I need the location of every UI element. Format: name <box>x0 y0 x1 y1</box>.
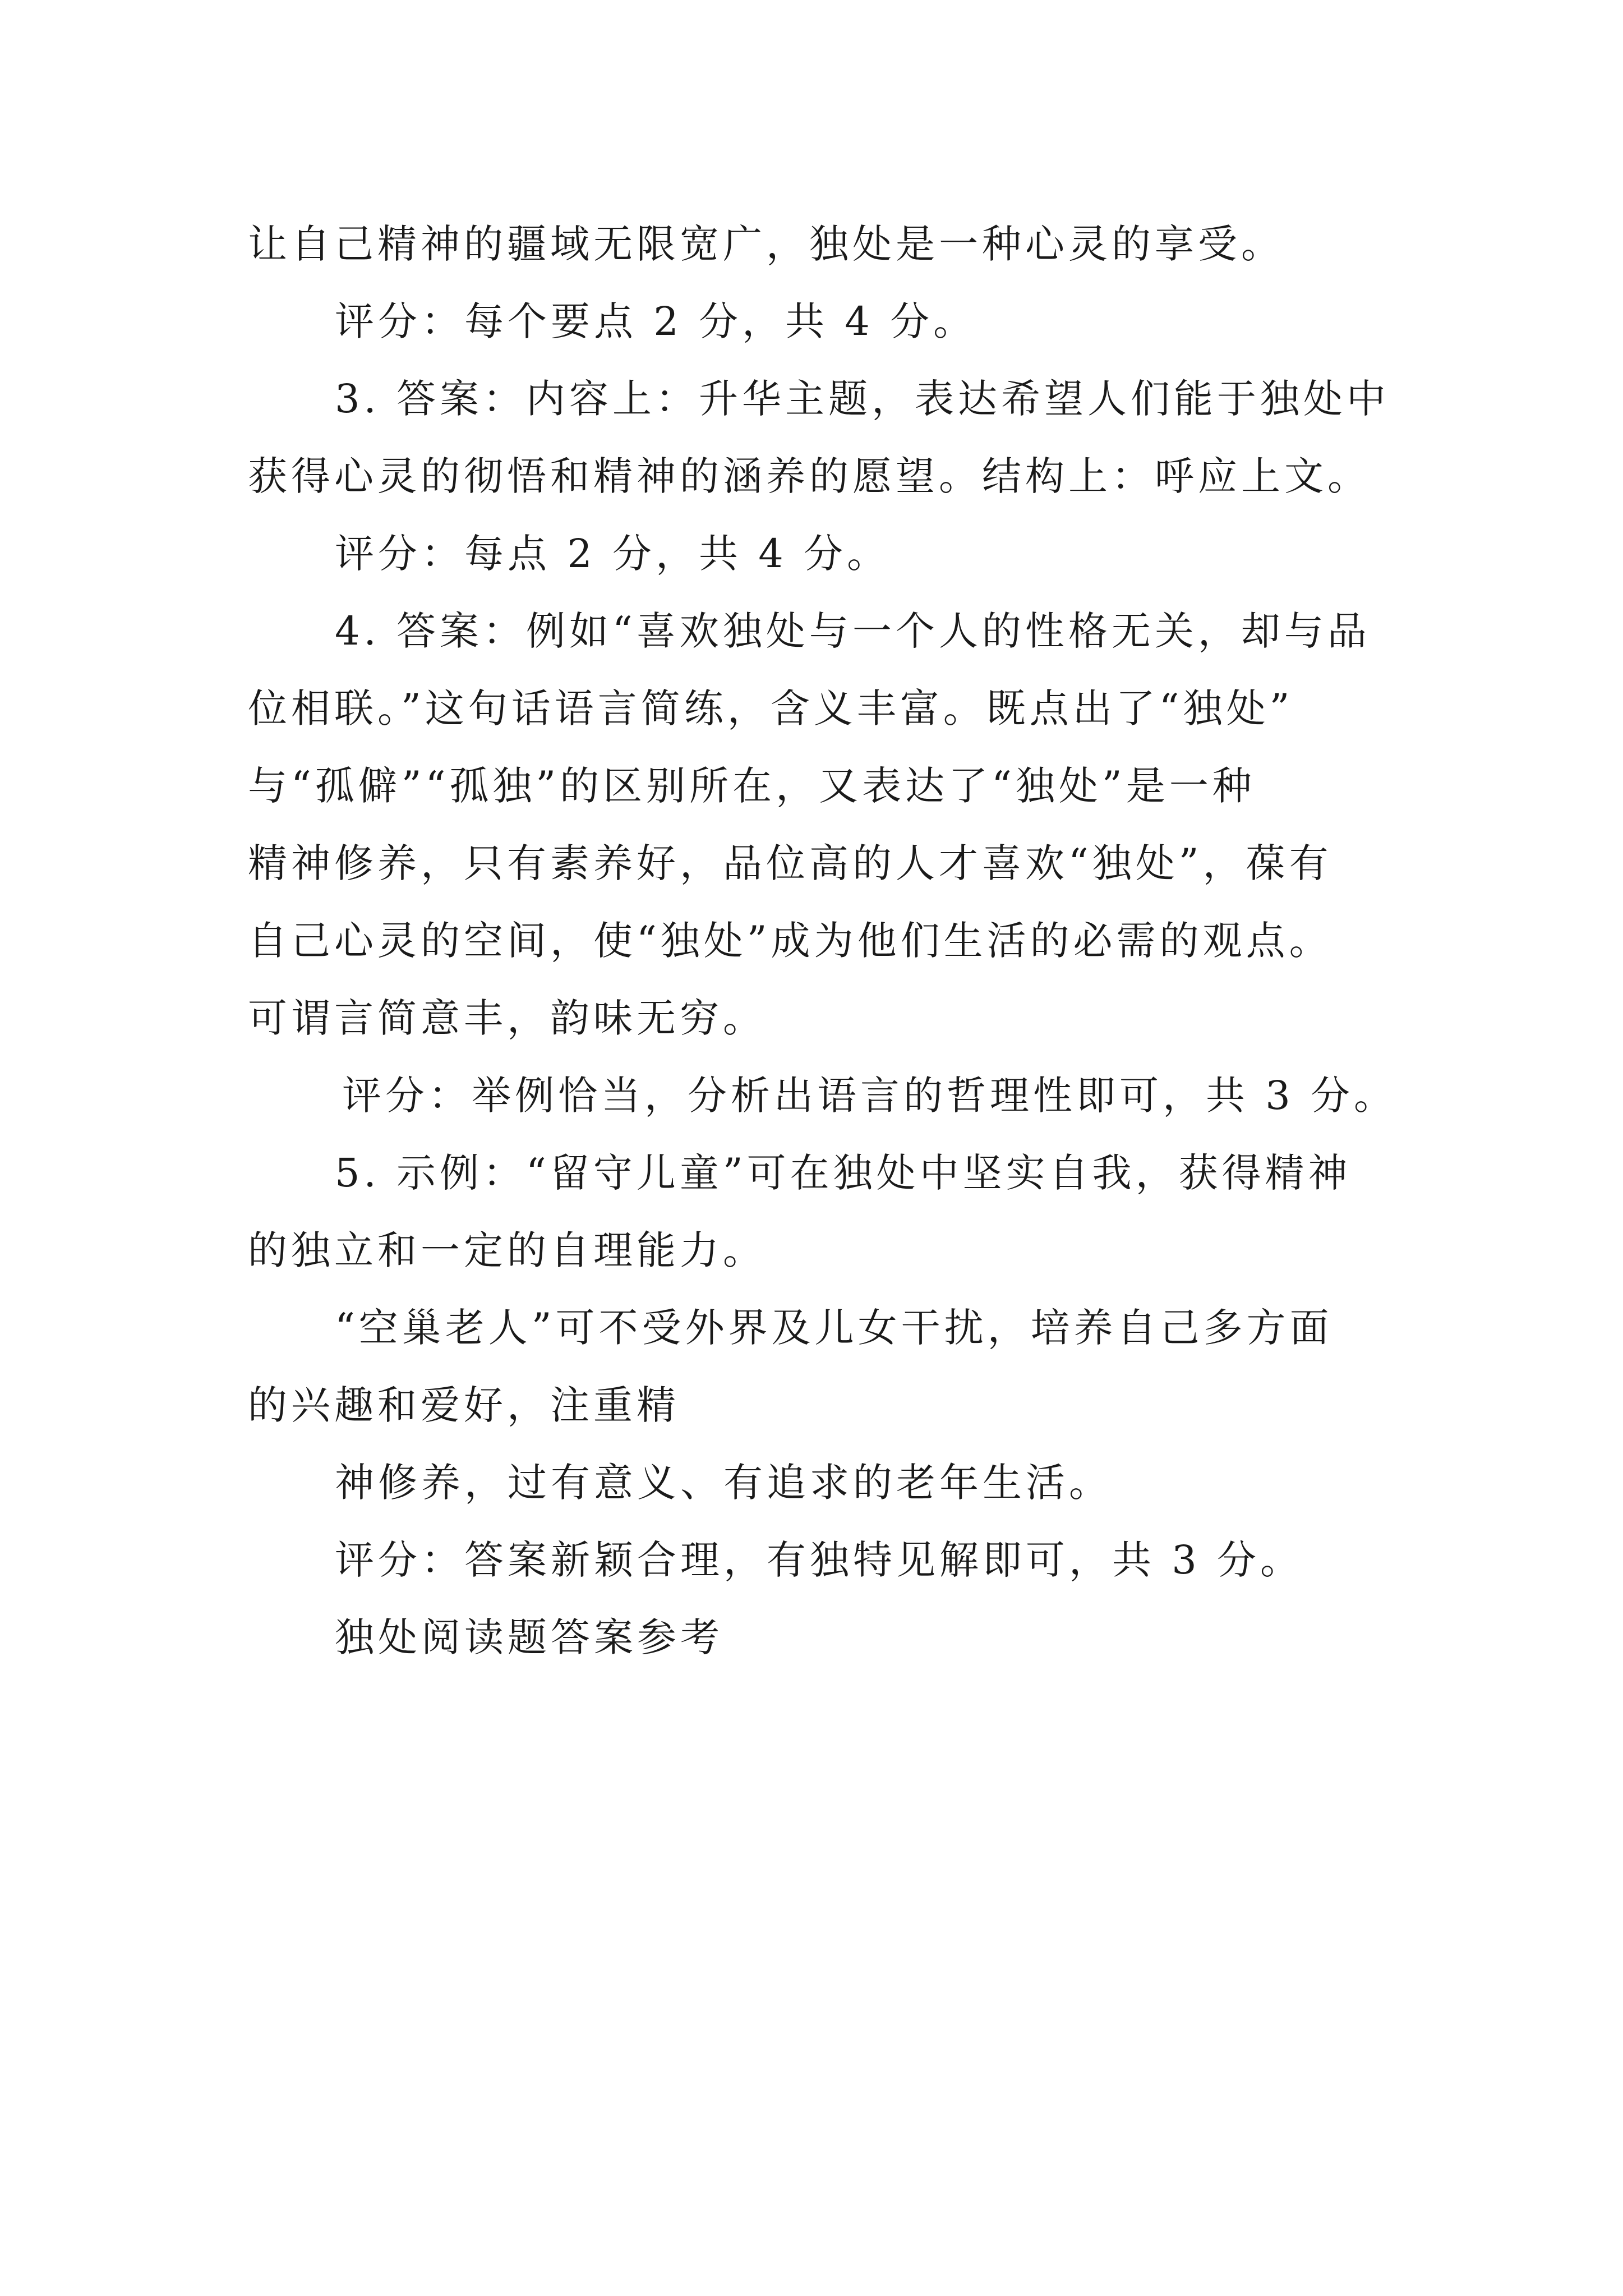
text-line: 评分：答案新颖合理，有独特见解即可，共 3 分。 <box>335 1537 1304 1583</box>
text-line: “空巢老人”可不受外界及儿女干扰，培养自己多方面 <box>335 1305 1333 1351</box>
text-line: 与“孤僻”“孤独”的区别所在，又表达了“独处”是一种 <box>248 763 1256 809</box>
text-line: 4. 答案：例如“喜欢独处与一个人的性格无关，却与品 <box>335 608 1371 654</box>
text-line: 评分：每点 2 分，共 4 分。 <box>335 531 891 577</box>
text-line: 让自己精神的疆域无限宽广，独处是一种心灵的享受。 <box>248 221 1284 267</box>
text-line: 获得心灵的彻悟和精神的涵养的愿望。结构上：呼应上文。 <box>248 453 1371 499</box>
text-line: 可谓言简意丰，韵味无穷。 <box>248 995 766 1041</box>
text-line: 的独立和一定的自理能力。 <box>248 1227 766 1273</box>
text-line: 独处阅读题答案参考 <box>335 1614 723 1660</box>
text-line: 评分：每个要点 2 分，共 4 分。 <box>335 298 977 344</box>
text-line: 5. 示例：“留守儿童”可在独处中坚实自我，获得精神 <box>335 1150 1352 1196</box>
text-line: 评分：举例恰当，分析出语言的哲理性即可，共 3 分。 <box>342 1073 1398 1119</box>
text-line: 神修养，过有意义、有追求的老年生活。 <box>335 1460 1112 1506</box>
text-line: 3. 答案：内容上：升华主题，表达希望人们能于独处中 <box>335 376 1390 422</box>
text-line: 的兴趣和爱好，注重精 <box>248 1382 680 1428</box>
text-line: 位相联。”这句话语言简练，含义丰富。既点出了“独处” <box>248 685 1294 731</box>
text-line: 精神修养，只有素养好，品位高的人才喜欢“独处”，葆有 <box>248 840 1332 886</box>
text-line: 自己心灵的空间，使“独处”成为他们生活的必需的观点。 <box>248 918 1332 964</box>
